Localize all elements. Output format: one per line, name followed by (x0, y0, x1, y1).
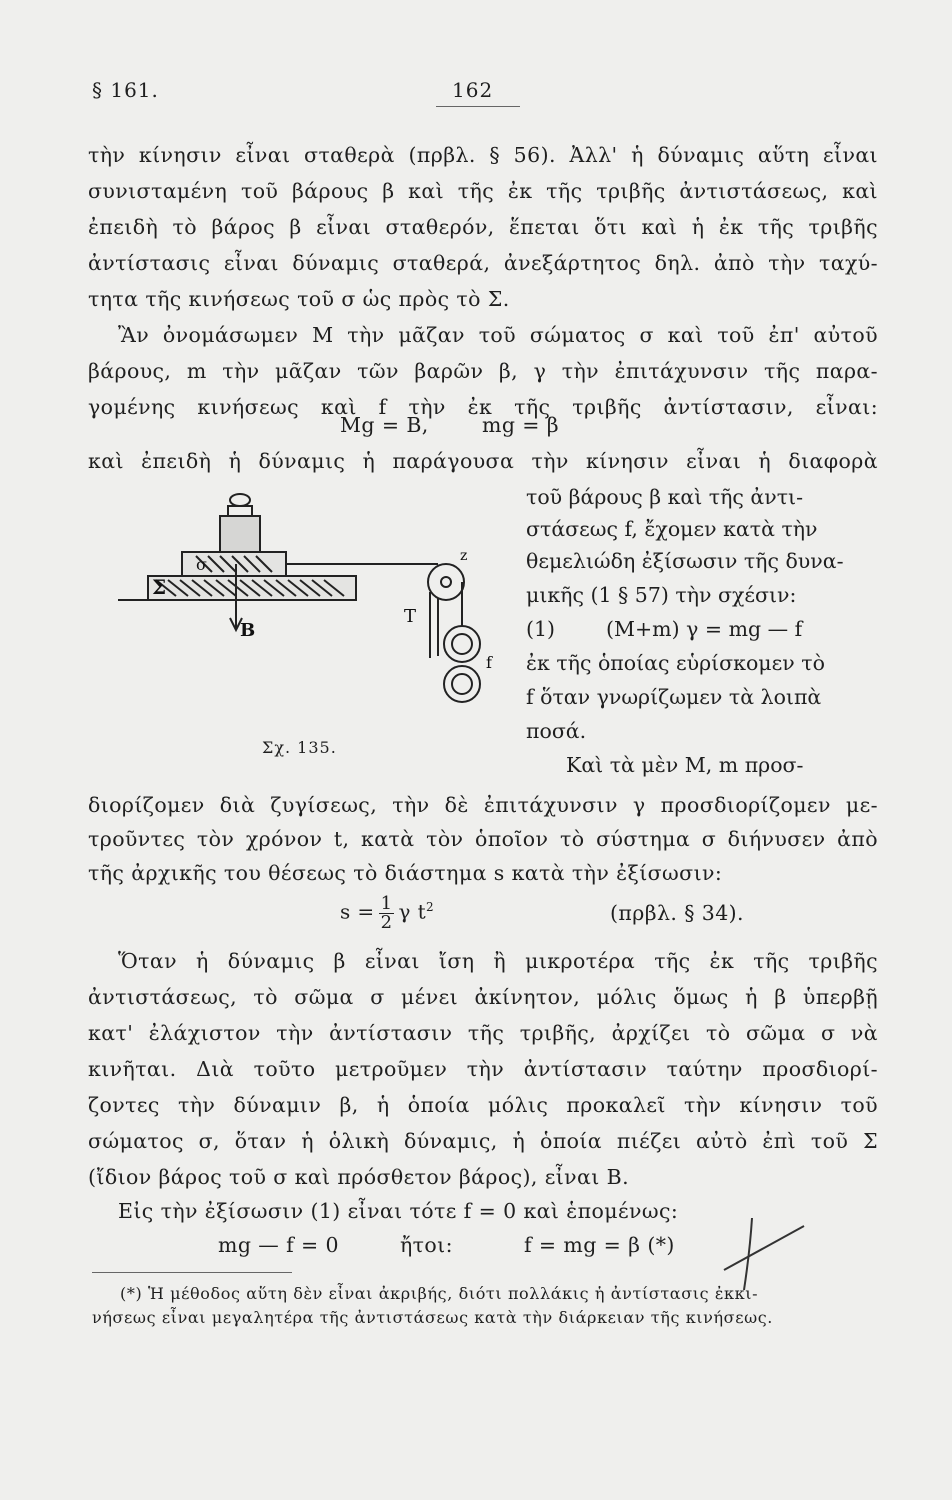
text-line: Ἂν ὀνομάσωμεν M τὴν μᾶζαν τοῦ σώματος σ καὶ τοῦ ἐπ' αὐτοῦ (118, 323, 878, 347)
text-line: καὶ ἐπειδὴ ἡ δύναμις ἡ παράγουσα τὴν κίνησιν εἶναι ἡ διαφορὰ (88, 449, 878, 473)
text-line: Εἰς τὴν ἐξίσωσιν (1) εἶναι τότε f = 0 καὶ ἑπομένως: (118, 1199, 679, 1223)
text-line: ποσά. (526, 719, 587, 743)
text-line: τῆς ἀρχικῆς του θέσεως τὸ διάστημα s κατὰ τὴν ἐξίσωσιν: (88, 861, 723, 885)
text-line: συνισταμένη τοῦ βάρους β καὶ τῆς ἐκ τῆς τριβῆς ἀντιστάσεως, καὶ (88, 179, 878, 203)
figure-135 (108, 488, 508, 768)
equation-f-final: f = mg = β (*) (524, 1233, 675, 1257)
label-b: B (240, 620, 256, 641)
footnote-line: νήσεως εἶναι μεγαλητέρα τῆς ἀντιστάσεως κατὰ τὴν διάρκειαν τῆς κινήσεως. (92, 1308, 773, 1327)
text-line: στάσεως f, ἔχομεν κατὰ τὴν (526, 517, 818, 541)
fraction-denominator: 2 (380, 911, 393, 933)
hanging-mass-1 (444, 626, 480, 662)
label-f: f (486, 653, 492, 672)
text-line: κατ' ἐλάχιστον τὴν ἀντίστασιν τῆς τριβῆς, ἀρχίζει τὸ σῶμα σ νὰ (88, 1021, 878, 1045)
section-header: § 161. (92, 78, 159, 102)
equation-1: (M+m) γ = mg — f (606, 617, 803, 641)
equation-1-number: (1) (526, 617, 556, 641)
header-rule (436, 106, 520, 107)
label-z: z (460, 548, 468, 564)
weight-knob (230, 494, 250, 506)
text-line: (ἴδιον βάρος τοῦ σ καὶ πρόσθετον βάρος), εἶναι B. (88, 1165, 629, 1189)
footnote-line: (*) Ἡ μέθοδος αὕτη δὲν εἶναι ἀκριβής, διότι πολλάκις ἡ ἀντίστασις ἐκκι- (120, 1284, 759, 1303)
text-line: μικῆς (1 § 57) τὴν σχέσιν: (526, 583, 797, 607)
text-line: f ὅταν γνωρίζωμεν τὰ λοιπὰ (526, 685, 822, 709)
equation-mg-beta: mg = β (482, 413, 560, 437)
label-sigma-small: σ (196, 555, 207, 574)
text-line: τοῦ βάρους β καὶ τῆς ἀντι- (526, 485, 804, 509)
page-number: 162 (452, 78, 494, 102)
text-line: τητα τῆς κινήσεως τοῦ σ ὡς πρὸς τὸ Σ. (88, 287, 510, 311)
equation-hetoi: ἤτοι: (400, 1233, 453, 1257)
text-line: κινῆται. Διὰ τοῦτο μετροῦμεν τὴν ἀντίστασιν ταύτην προσδιορί- (88, 1057, 878, 1081)
equation-s-reference: (πρβλ. § 34). (610, 901, 744, 925)
text-line: βάρους, m τὴν μᾶζαν τῶν βαρῶν β, γ τὴν ἐπιτάχυνσιν τῆς παρα- (88, 359, 878, 383)
equation-mg-b: Mg = B, (340, 413, 429, 437)
fraction-numerator: 1 (380, 892, 393, 914)
hanging-mass-2 (444, 666, 480, 702)
fraction-half (379, 892, 395, 933)
text-line: Ὅταν ἡ δύναμις β εἶναι ἴση ἢ μικροτέρα τῆς ἐκ τῆς τριβῆς (118, 949, 878, 973)
text-line: ἐκ τῆς ὁποίας εὑρίσκομεν τὸ (526, 651, 825, 675)
text-line: τὴν κίνησιν εἶναι σταθερὰ (πρβλ. § 56). Ἀλλ' ἡ δύναμις αὕτη εἶναι (88, 143, 878, 167)
eq-s-left: s = (340, 899, 375, 924)
text-line: γομένης κινήσεως καὶ f τὴν ἐκ τῆς τριβῆς ἀντίστασιν, εἶναι: (88, 395, 878, 419)
text-line: ἀντίστασις εἶναι δύναμις σταθερά, ἀνεξάρτητος δηλ. ἀπὸ τὴν ταχύ- (88, 251, 878, 275)
equation-mg-f: mg — f = 0 (218, 1233, 339, 1257)
text-line: Καὶ τὰ μὲν M, m προσ- (566, 753, 804, 777)
text-line: διορίζομεν διὰ ζυγίσεως, τὴν δὲ ἐπιτάχυνσιν γ προσδιορίζομεν με- (88, 793, 878, 817)
eq-s-right: γ t (398, 899, 427, 924)
label-t: T (404, 606, 417, 627)
weight-neck (228, 506, 252, 516)
text-line: τροῦντες τὸν χρόνον t, κατὰ τὸν ὁποῖον τὸ σύστημα σ διήνυσεν ἀπὸ (88, 827, 878, 851)
text-line: σώματος σ, ὅταν ἡ ὁλικὴ δύναμις, ἡ ὁποία πιέζει αὐτὸ ἐπὶ τοῦ Σ (88, 1129, 878, 1153)
text-line: ζοντες τὴν δύναμιν β, ἡ ὁποία μόλις προκαλεῖ τὴν κίνησιν τοῦ (88, 1093, 878, 1117)
footnote-rule (92, 1272, 292, 1273)
text-line: ἐπειδὴ τὸ βάρος β εἶναι σταθερόν, ἕπεται ὅτι καὶ ἡ ἐκ τῆς τριβῆς (88, 215, 878, 239)
pulley (428, 564, 464, 600)
eq-s-exponent: 2 (426, 900, 435, 914)
weight-cylinder (220, 516, 260, 552)
equation-s (340, 892, 434, 932)
text-line: ἀντιστάσεως, τὸ σῶμα σ μένει ἀκίνητον, μόλις ὅμως ἡ β ὑπερβῇ (88, 985, 878, 1009)
text-line: θεμελιώδη ἐξίσωσιν τῆς δυνα- (526, 549, 844, 573)
figure-caption: Σχ. 135. (262, 738, 337, 757)
label-sigma-big: Σ (152, 575, 167, 599)
